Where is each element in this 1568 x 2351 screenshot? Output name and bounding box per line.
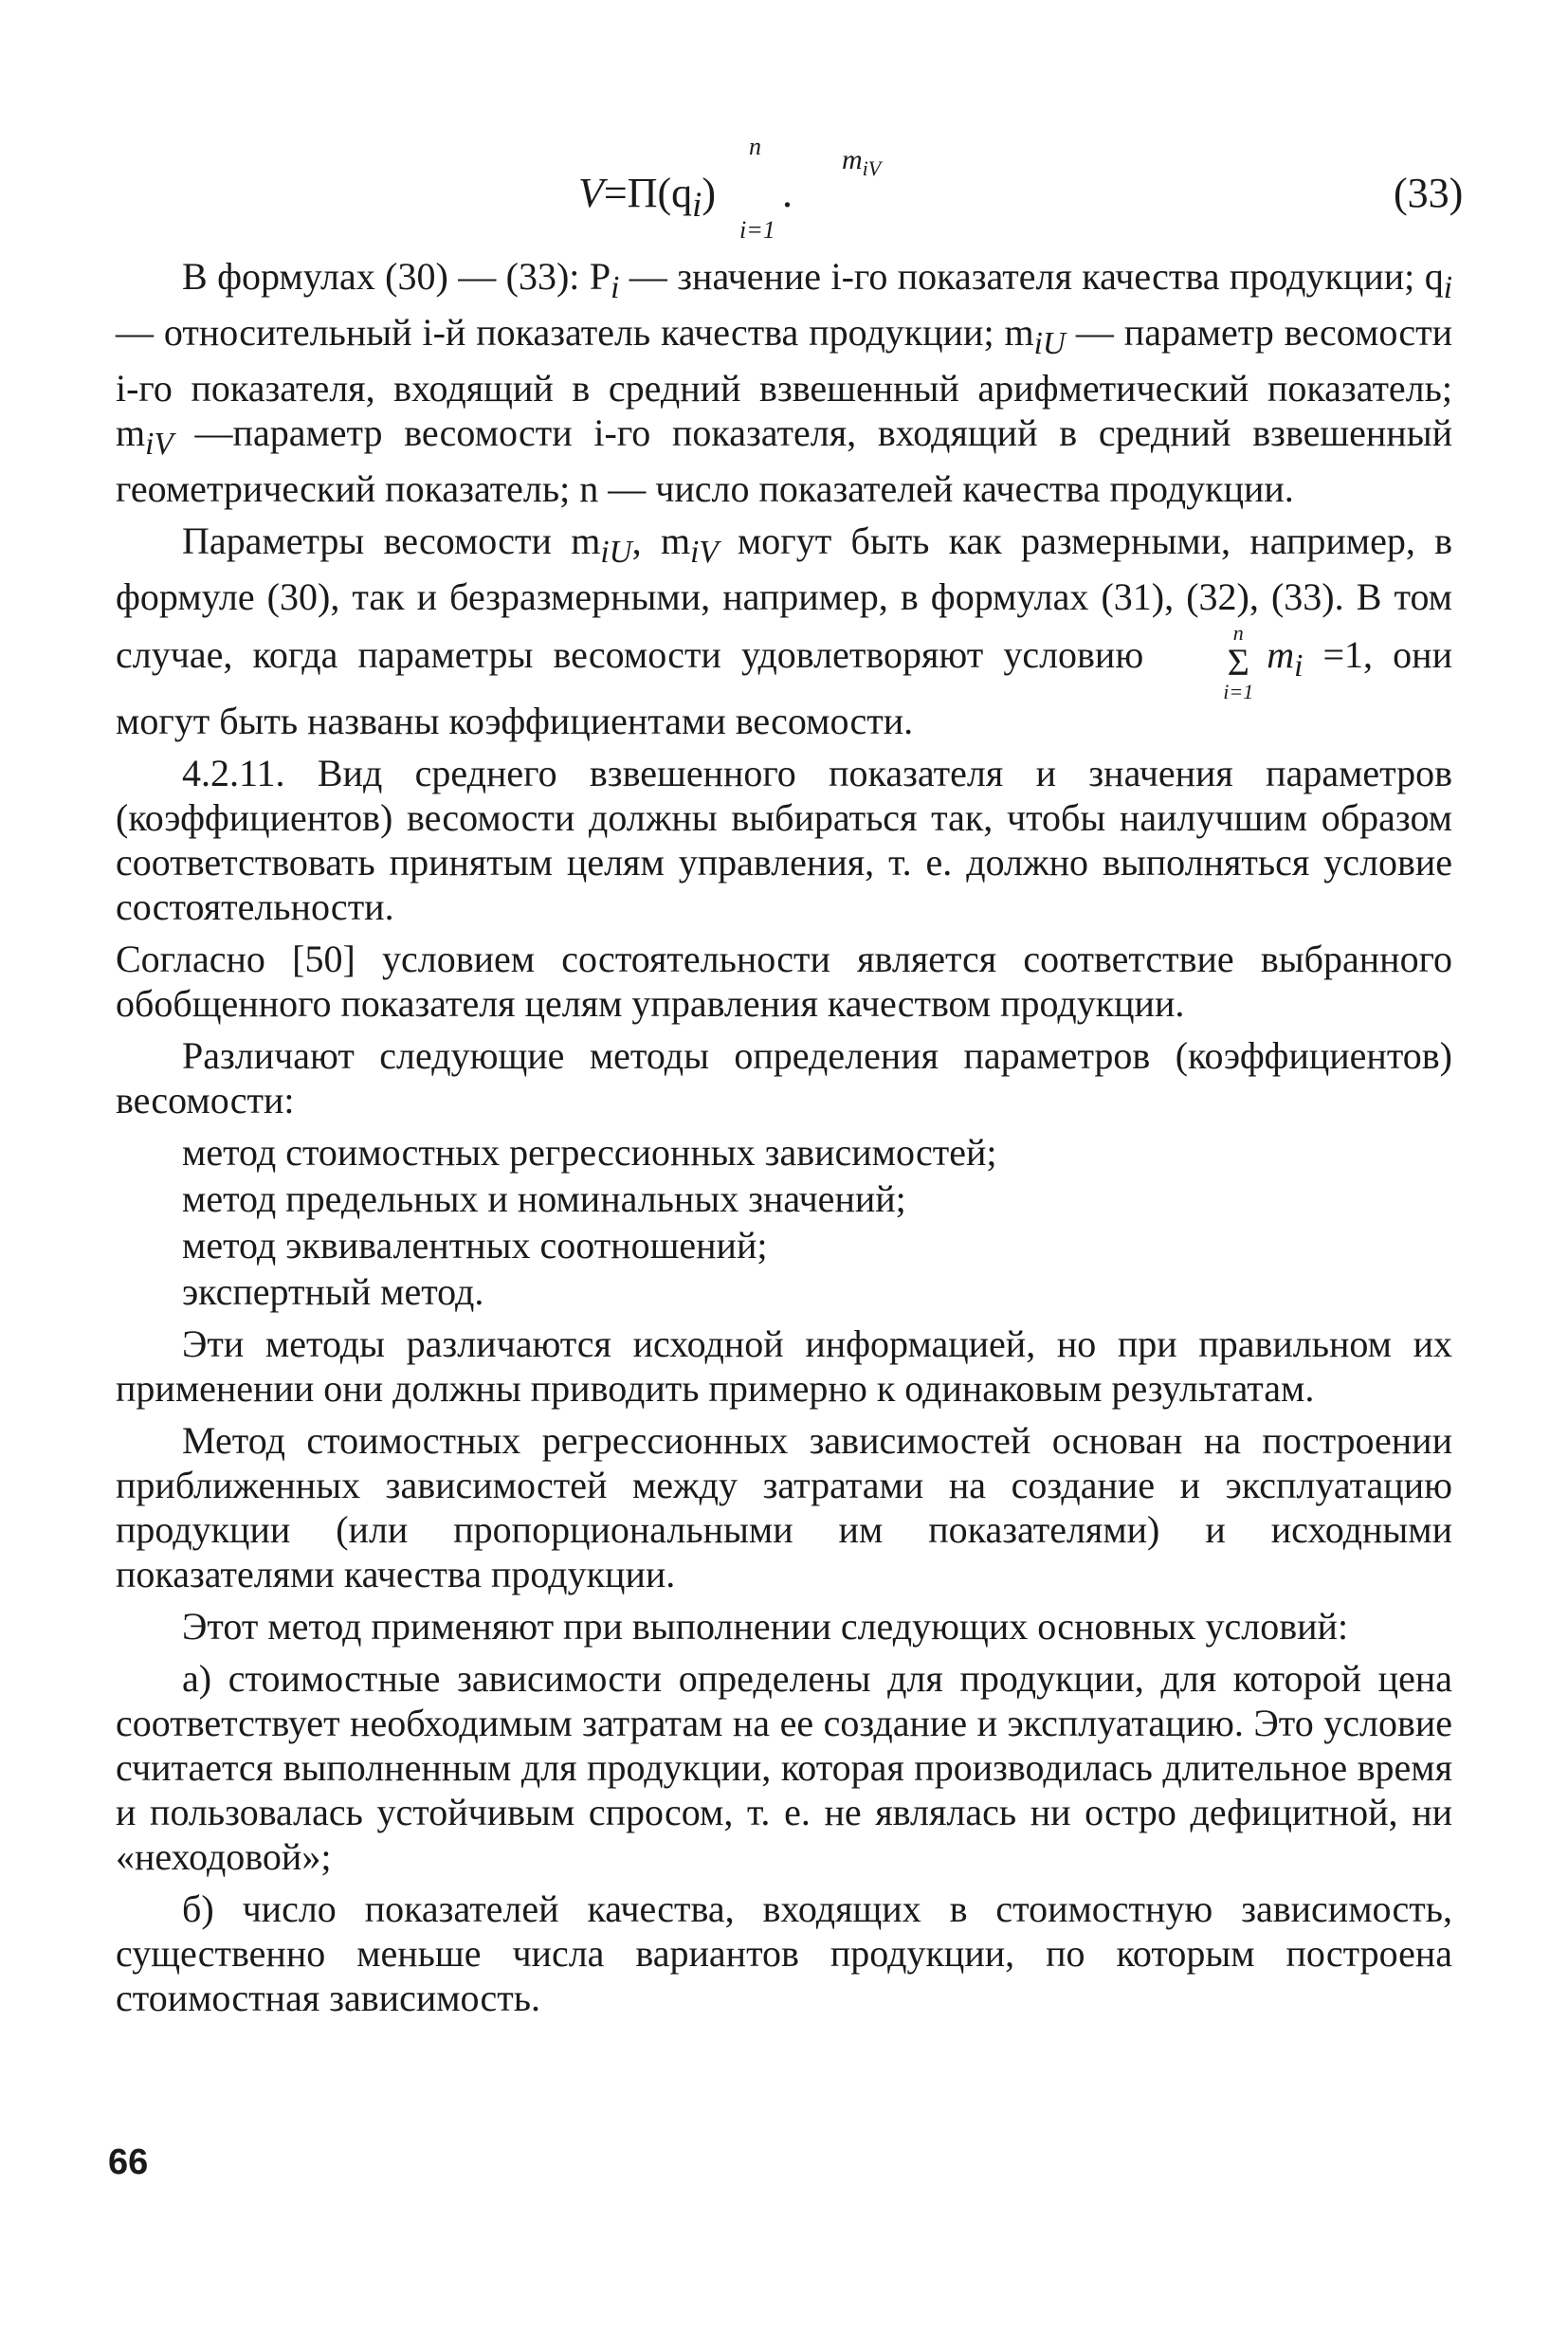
paragraph-regression-method: Метод стоимостных регрессионных зависимостей основан на построении приближенных зависимостей между затратами на создание и эксплуатацию продукции (или пропорциональными им показателями) и исходными показателями качества продукции. [116, 1419, 1452, 1595]
formula-number: (33) [1394, 170, 1464, 216]
paragraph-definitions: В формулах (30) — (33): $P_i$ — значение i-го показателя качества продукции; $q_i$ — относительный i-й показатель качества продукции; $m_{iU}$ — параметр весомости i-го показателя, входящий в средний взвешенный арифметический показатель; $m_{iV}$ —параметр весомости i-го показателя, входящий в средний взвешенный геометрический показатель; n — число показателей качества продукции. [116, 255, 1452, 510]
product-upper-limit: n [749, 133, 761, 160]
list-item: метод предельных и номинальных значений; [182, 1177, 906, 1220]
formula-dot: . [782, 170, 793, 216]
product-symbol: Π [627, 170, 658, 216]
list-item: метод эквивалентных соотношений; [182, 1224, 768, 1267]
formula-base-sub: i [692, 184, 702, 224]
paragraph-weight-parameters: Параметры весомости $m_{iU}$, $m_{iV}$ могут быть как размерными, например, в формуле (30), так и безразмерными, например, в формулах (31), (32), (33). В том случае, когда параметры весомости удовлетворяют условию n Σ i=1 $m_i =1$, они могут быть названы коэффициентами весомости. [116, 519, 1452, 742]
paragraph-4-2-11: 4.2.11. Вид среднего взвешенного показателя и значения параметров (коэффициентов) весомости должны выбираться так, чтобы наилучшим образом соответствовать принятым целям управления, т. е. должно выполняться условие состоятельности. [116, 752, 1452, 928]
formula-33 [0, 133, 1568, 246]
formula-equals: = [603, 170, 628, 216]
list-item: метод стоимостных регрессионных зависимостей; [182, 1131, 997, 1174]
formula-lhs: V [578, 170, 604, 216]
paragraph-consistency: Согласно [50] условием состоятельности является соответствие выбранного обобщенного показателя целям управления качеством продукции. [116, 938, 1452, 1025]
body-text [116, 254, 1452, 2028]
formula-exponent: $m_{iV}$ [842, 144, 882, 180]
formula-base-close: ) [702, 170, 716, 216]
paragraph-condition-a: а) стоимостные зависимости определены для продукции, для которой цена соответствует необходимым затратам на ее создание и эксплуатацию. Это условие считается выполненным для продукции, которая производилась длительное время и пользовалась устойчивым спросом, т. е. не являлась ни остро дефицитной, ни «неходовой»; [116, 1657, 1452, 1878]
page-number: 66 [108, 2142, 149, 2182]
paragraph-condition-b: б) число показателей качества, входящих в стоимостную зависимость, существенно меньше числа вариантов продукции, по которым построена стоимостная зависимость. [116, 1887, 1452, 2019]
sum-symbol: n Σ i=1 [1223, 621, 1254, 703]
paragraph-methods-differ: Эти методы различаются исходной информацией, но при правильном их применении они должны приводить примерно к одинаковым результатам. [116, 1322, 1452, 1410]
formula-base-open: (q [657, 170, 693, 216]
list-item: экспертный метод. [182, 1270, 484, 1313]
product-lower-limit: i=1 [739, 216, 775, 244]
paragraph-conditions-intro: Этот метод применяют при выполнении следующих основных условий: [182, 1605, 1349, 1648]
paragraph-methods-intro: Различают следующие методы определения параметров (коэффициентов) весомости: [116, 1034, 1452, 1121]
